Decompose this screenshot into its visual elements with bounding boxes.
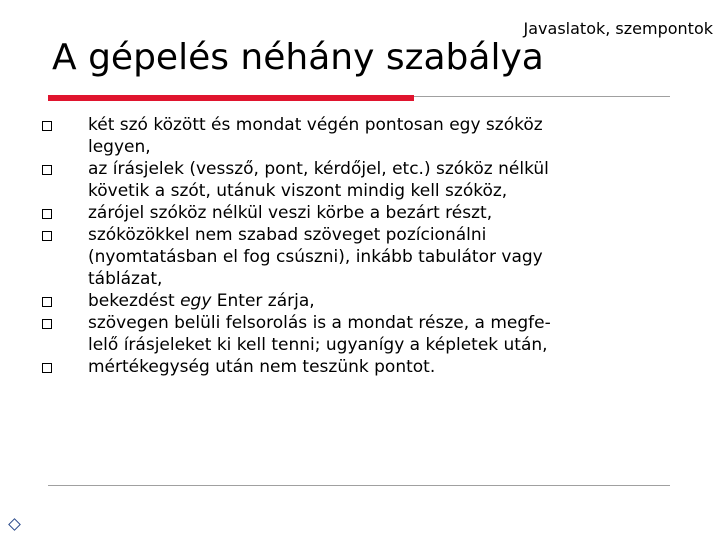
square-bullet-icon [42, 209, 52, 219]
footer-rule [48, 485, 670, 486]
emphasis-word: egy [180, 291, 212, 311]
bullet-line: az írásjelek (vessző, pont, kérdőjel, etc.) szóköz nélkül [88, 159, 549, 179]
bullet-line: két szó között és mondat végén pontosan egy szóköz [88, 115, 543, 135]
bullet-line: legyen, [88, 137, 151, 157]
bullet-line: követik a szót, utánuk viszont mindig kell szóköz, [88, 181, 508, 201]
section-label: Javaslatok, szempontok [523, 19, 713, 38]
square-bullet-icon [42, 121, 52, 131]
list-item [38, 312, 678, 356]
bullet-text-after: Enter zárja, [211, 291, 315, 311]
bullet-text-before: bekezdést [88, 291, 181, 311]
square-bullet-icon [42, 231, 52, 241]
list-item [38, 158, 678, 202]
diamond-icon [8, 518, 21, 531]
bullet-list [38, 114, 678, 378]
bullet-line: szövegen belüli felsorolás is a mondat része, a megfe- [88, 313, 551, 333]
bullet-text: zárójel szóköz nélkül veszi körbe a bezárt részt, [88, 203, 493, 223]
bullet-text: mértékegység után nem teszünk pontot. [88, 357, 436, 377]
title-accent-bar [48, 95, 414, 101]
bullet-line: lelő írásjeleket ki kell tenni; ugyanígy a képletek után, [88, 335, 548, 355]
list-item [38, 224, 678, 290]
bullet-line: (nyomtatásban el fog csúszni), inkább tabulátor vagy [88, 247, 543, 267]
square-bullet-icon [42, 165, 52, 175]
list-item [38, 202, 678, 224]
square-bullet-icon [42, 297, 52, 307]
list-item [38, 290, 678, 312]
bullet-line: szóközökkel nem szabad szöveget pozícionálni [88, 225, 487, 245]
list-item [38, 114, 678, 158]
square-bullet-icon [42, 363, 52, 373]
bullet-line: táblázat, [88, 269, 163, 289]
list-item [38, 356, 678, 378]
square-bullet-icon [42, 319, 52, 329]
slide-title: A gépelés néhány szabálya [52, 37, 544, 78]
